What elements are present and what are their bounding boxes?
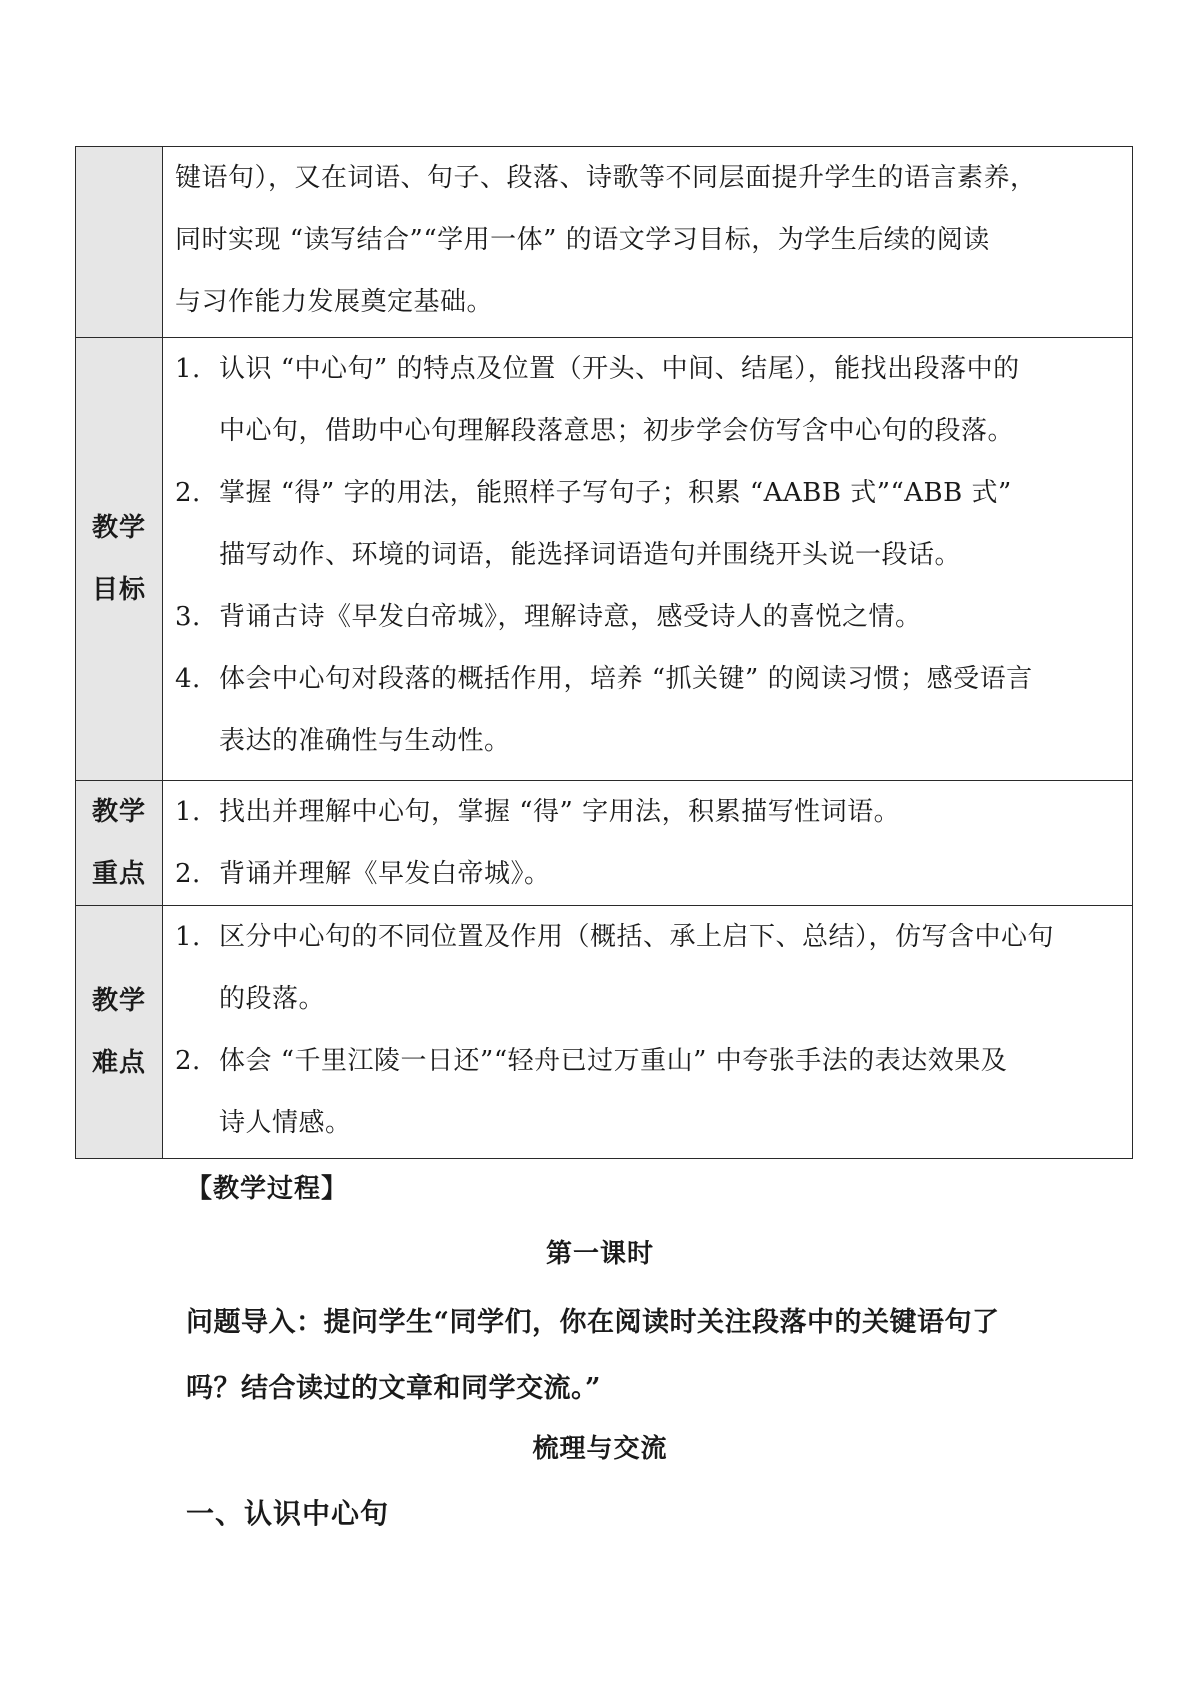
item-number: 2. xyxy=(175,1046,201,1076)
item-text: 中心句，借助中心句理解段落意思；初步学会仿写含中心句的段落。 xyxy=(219,416,1015,446)
difficulties-label-cell xyxy=(76,906,163,1159)
item-text: 认识 “中心句” 的特点及位置（开头、中间、结尾），能找出段落中的 xyxy=(219,354,1020,384)
item-number: 3. xyxy=(175,602,201,632)
item-text: 找出并理解中心句，掌握 “得” 字用法，积累描写性词语。 xyxy=(219,797,901,827)
goals-label: 目标 xyxy=(91,575,146,605)
item-text: 体会中心句对段落的概括作用，培养 “抓关键” 的阅读习惯；感受语言 xyxy=(219,664,1033,694)
item-text: 表达的准确性与生动性。 xyxy=(219,726,511,756)
list-item xyxy=(175,462,1120,586)
item-number: 1. xyxy=(175,922,201,952)
teaching-plan-table xyxy=(75,146,1133,1159)
teaching-process-heading: 【教学过程】 xyxy=(186,1174,349,1204)
table-row-goals xyxy=(76,338,1133,781)
difficulties-content-cell xyxy=(163,906,1133,1159)
intro-line: 同时实现 “读写结合”“学用一体” 的语文学习目标，为学生后续的阅读 xyxy=(175,225,990,255)
key-points-list xyxy=(175,781,1120,905)
goals-label: 教学 xyxy=(91,513,146,543)
item-text: 区分中心句的不同位置及作用（概括、承上启下、总结），仿写含中心句 xyxy=(219,922,1055,952)
key-points-content-cell xyxy=(163,781,1133,906)
list-item xyxy=(175,586,1120,648)
subsection-title: 一、认识中心句 xyxy=(186,1497,390,1530)
key-points-label: 重点 xyxy=(91,859,146,889)
question-line: 吗？结合读过的文章和同学交流。” xyxy=(186,1373,602,1404)
item-text: 掌握 “得” 字的用法，能照样子写句子；积累 “AABB 式”“ABB 式” xyxy=(219,478,1012,508)
item-text: 的段落。 xyxy=(219,984,326,1014)
list-item xyxy=(175,906,1120,1030)
section-title: 梳理与交流 xyxy=(532,1434,668,1464)
difficulties-label: 教学 xyxy=(91,986,146,1016)
difficulties-label: 难点 xyxy=(91,1048,146,1078)
item-text: 背诵并理解《早发白帝城》。 xyxy=(219,859,551,889)
key-points-label: 教学 xyxy=(91,797,146,827)
lesson-title: 第一课时 xyxy=(545,1239,654,1269)
list-item xyxy=(175,1030,1120,1154)
item-text: 体会 “千里江陵一日还”“轻舟已过万重山” 中夸张手法的表达效果及 xyxy=(219,1046,1008,1076)
question-intro xyxy=(186,1290,1046,1422)
item-number: 4. xyxy=(175,664,201,694)
item-number: 1. xyxy=(175,797,201,827)
table-row-key-points xyxy=(76,781,1133,906)
item-number: 2. xyxy=(175,859,201,889)
table-row-intro xyxy=(76,147,1133,338)
goals-content-cell xyxy=(163,338,1133,781)
goals-label-cell xyxy=(76,338,163,781)
table-row-difficulties xyxy=(76,906,1133,1159)
intro-line: 与习作能力发展奠定基础。 xyxy=(175,287,494,317)
item-number: 2. xyxy=(175,478,201,508)
list-item xyxy=(175,843,1120,905)
intro-line: 键语句），又在词语、句子、段落、诗歌等不同层面提升学生的语言素养， xyxy=(175,163,1037,193)
intro-content-cell xyxy=(163,147,1133,338)
key-points-label-cell xyxy=(76,781,163,906)
item-number: 1. xyxy=(175,354,201,384)
list-item xyxy=(175,781,1120,843)
list-item xyxy=(175,338,1120,462)
list-item xyxy=(175,648,1120,772)
difficulties-list xyxy=(175,906,1120,1154)
item-text: 诗人情感。 xyxy=(219,1108,352,1138)
goals-list xyxy=(175,338,1120,772)
intro-label-cell xyxy=(76,147,163,338)
item-text: 背诵古诗《早发白帝城》，理解诗意，感受诗人的喜悦之情。 xyxy=(219,602,922,632)
question-line: 问题导入：提问学生“同学们，你在阅读时关注段落中的关键语句了 xyxy=(186,1307,1000,1338)
item-text: 描写动作、环境的词语，能选择词语造句并围绕开头说一段话。 xyxy=(219,540,962,570)
